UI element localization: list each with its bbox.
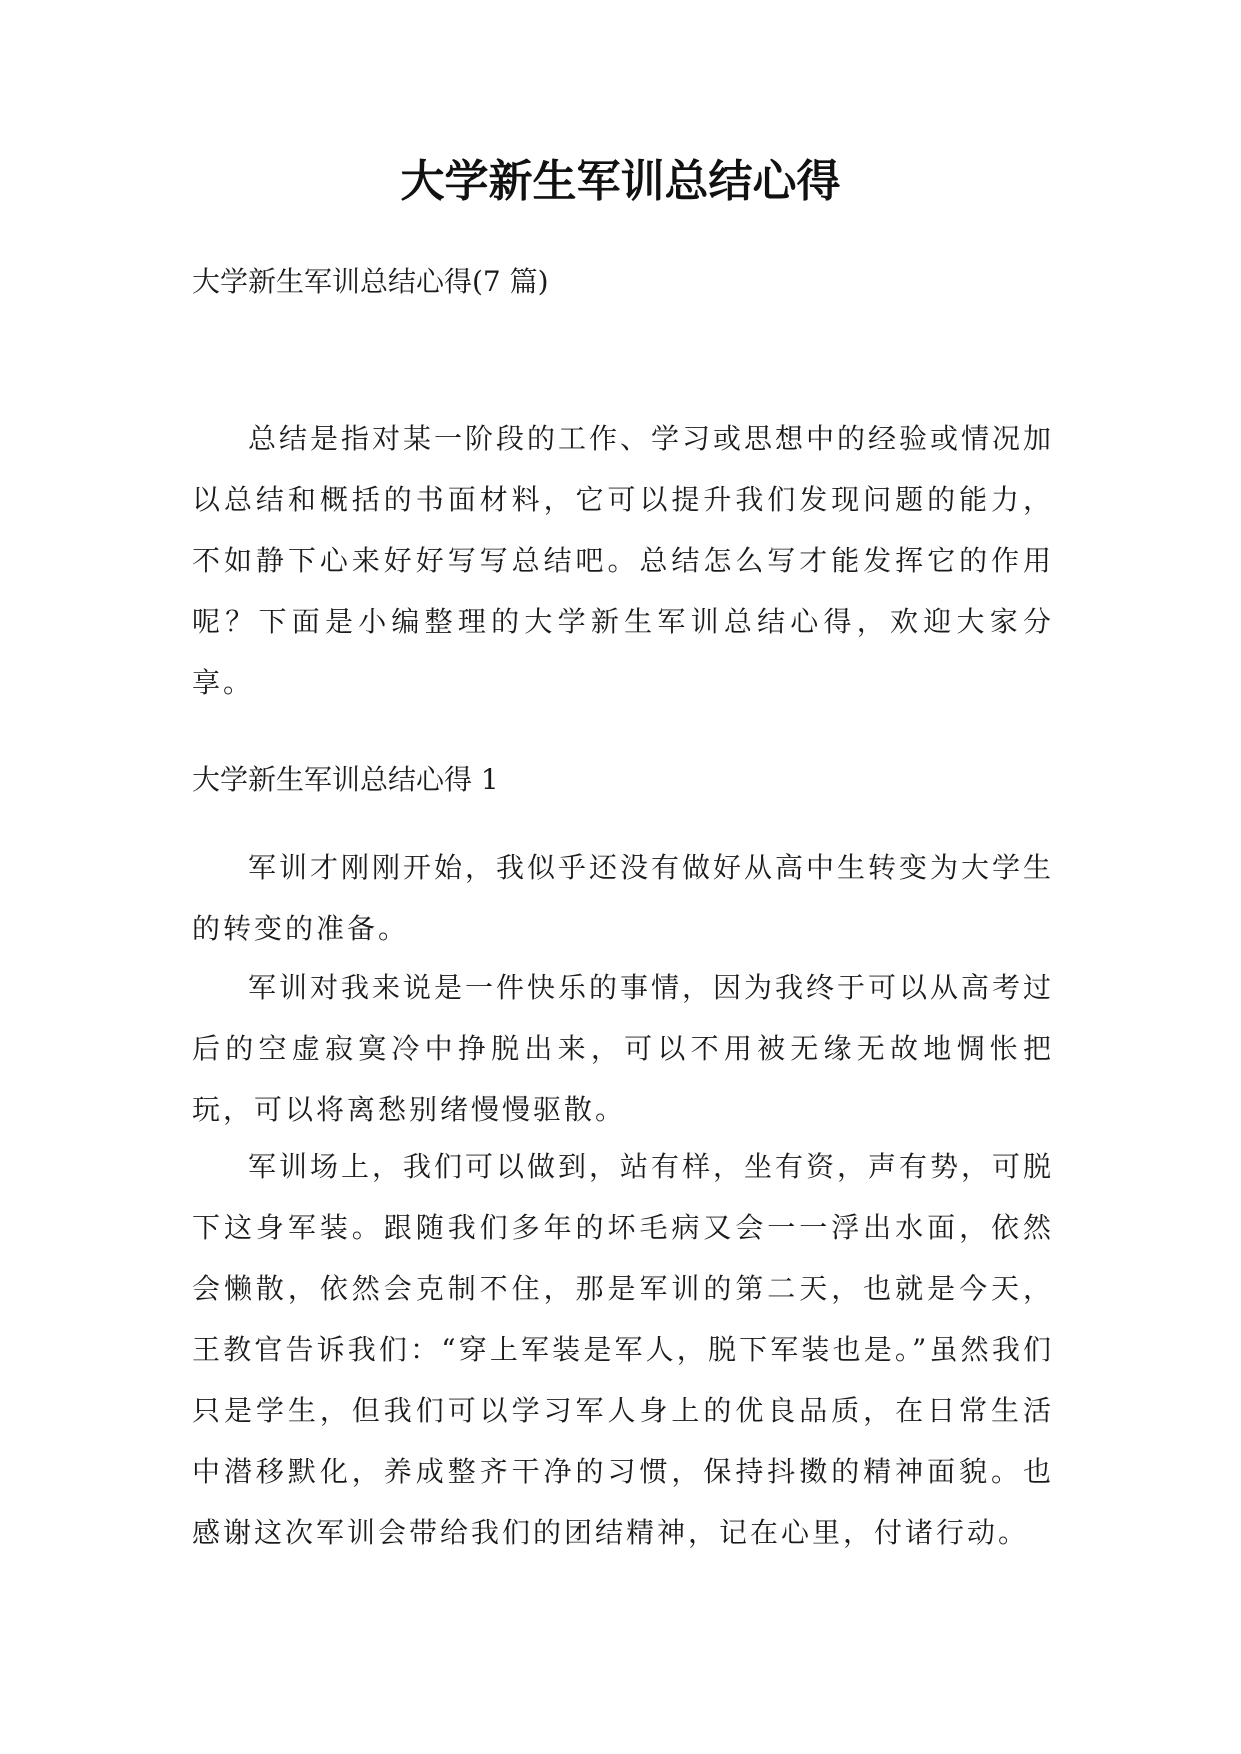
document-title: 大学新生军训总结心得: [400, 156, 841, 207]
section-paragraph: 军训对我来说是一件快乐的事情，因为我终于可以从高考过后的空虚寂寞冷中挣脱出来，可以不用被无缘无故地惆怅把玩，可以将离愁别绪慢慢驱散。: [192, 971, 1055, 1126]
section-paragraph: 军训才刚刚开始，我似乎还没有做好从高中生转变为大学生的转变的准备。: [192, 851, 1055, 945]
section-heading: 大学新生军训总结心得 1: [192, 763, 499, 796]
document-subtitle: 大学新生军训总结心得(7 篇): [192, 265, 549, 298]
section-paragraph: 军训场上，我们可以做到，站有样，坐有资，声有势，可脱下这身军装。跟随我们多年的坏毛病又会一一浮出水面，依然会懒散，依然会克制不住，那是军训的第二天，也就是今天，王教官告诉我们：“穿上军装是军人，脱下军装也是。”虽然我们只是学生，但我们可以学习军人身上的优良品质，在日常生活中潜移默化，养成整齐干净的习惯，保持抖擞的精神面貌。也感谢这次军训会带给我们的团结精神，记在心里，付诸行动。: [192, 1150, 1055, 1549]
intro-paragraph: 总结是指对某一阶段的工作、学习或思想中的经验或情况加以总结和概括的书面材料，它可以提升我们发现问题的能力，不如静下心来好好写写总结吧。总结怎么写才能发挥它的作用呢？下面是小编整理的大学新生军训总结心得，欢迎大家分享。: [192, 422, 1055, 699]
